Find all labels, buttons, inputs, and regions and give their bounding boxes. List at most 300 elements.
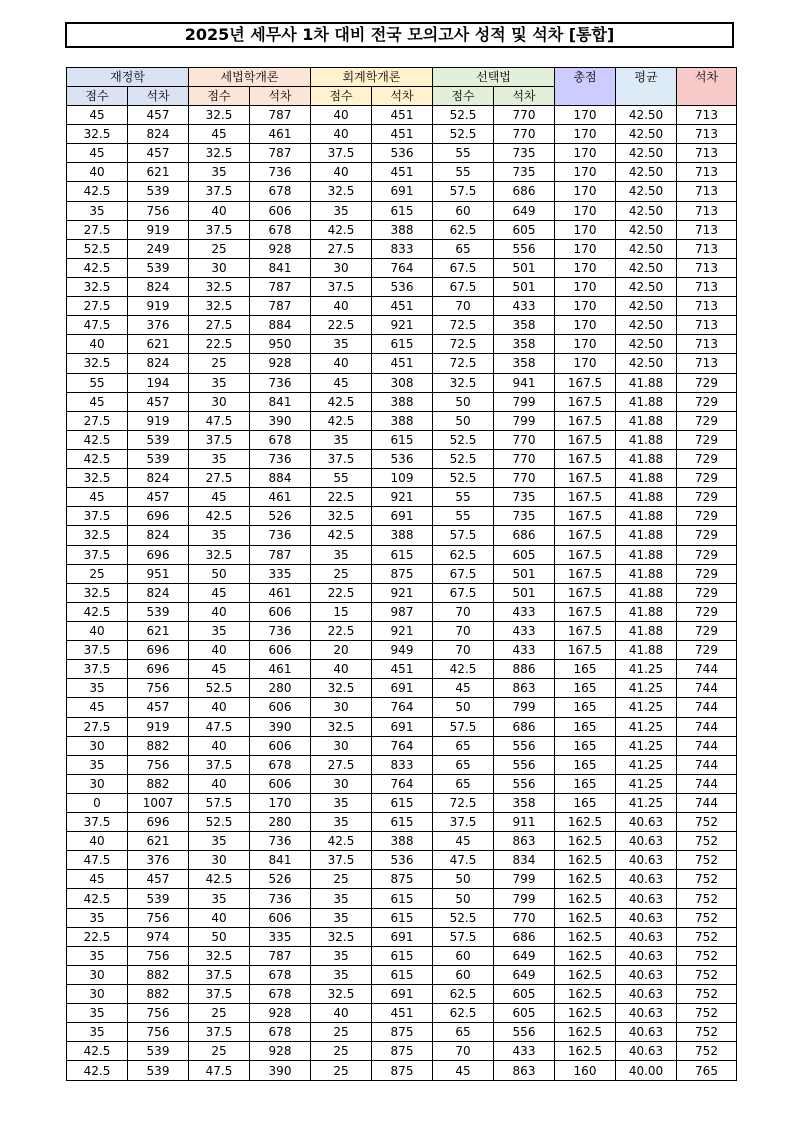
cell-public-finance-rank: 824 [128, 526, 189, 545]
cell-tax-law-score: 37.5 [189, 182, 250, 201]
cell-tax-law-rank: 280 [250, 679, 311, 698]
cell-tax-law-rank: 280 [250, 813, 311, 832]
cell-elective-rank: 649 [494, 965, 555, 984]
cell-tax-law-score: 35 [189, 832, 250, 851]
cell-tax-law-rank: 787 [250, 106, 311, 125]
cell-average-score: 41.88 [616, 430, 677, 449]
cell-tax-law-rank: 526 [250, 507, 311, 526]
cell-tax-law-rank: 950 [250, 335, 311, 354]
cell-public-finance-rank: 457 [128, 870, 189, 889]
cell-elective-score: 47.5 [433, 851, 494, 870]
cell-public-finance-score: 42.5 [67, 602, 128, 621]
cell-accounting-rank: 388 [372, 832, 433, 851]
cell-overall-rank: 744 [677, 793, 737, 812]
header-subject-public-finance: 재정학 [67, 68, 189, 87]
table-row [67, 717, 737, 736]
cell-tax-law-rank: 928 [250, 1004, 311, 1023]
cell-overall-rank: 713 [677, 316, 737, 335]
cell-accounting-rank: 615 [372, 889, 433, 908]
cell-overall-rank: 729 [677, 641, 737, 660]
cell-accounting-score: 35 [311, 813, 372, 832]
cell-public-finance-score: 35 [67, 908, 128, 927]
cell-average-score: 42.50 [616, 182, 677, 201]
table-row [67, 946, 737, 965]
cell-accounting-score: 40 [311, 106, 372, 125]
cell-accounting-rank: 308 [372, 373, 433, 392]
cell-accounting-rank: 451 [372, 125, 433, 144]
cell-accounting-rank: 615 [372, 201, 433, 220]
cell-average-score: 40.63 [616, 927, 677, 946]
cell-total-score: 167.5 [555, 641, 616, 660]
cell-total-score: 170 [555, 297, 616, 316]
cell-tax-law-rank: 678 [250, 965, 311, 984]
cell-elective-score: 62.5 [433, 545, 494, 564]
cell-overall-rank: 729 [677, 526, 737, 545]
cell-overall-rank: 713 [677, 258, 737, 277]
cell-accounting-score: 40 [311, 125, 372, 144]
cell-average-score: 42.50 [616, 354, 677, 373]
table-row [67, 545, 737, 564]
cell-tax-law-score: 47.5 [189, 1061, 250, 1080]
cell-accounting-rank: 451 [372, 297, 433, 316]
cell-total-score: 165 [555, 660, 616, 679]
cell-elective-score: 42.5 [433, 660, 494, 679]
cell-tax-law-score: 35 [189, 163, 250, 182]
cell-tax-law-score: 30 [189, 392, 250, 411]
cell-elective-score: 67.5 [433, 258, 494, 277]
cell-accounting-rank: 921 [372, 316, 433, 335]
cell-overall-rank: 729 [677, 602, 737, 621]
cell-tax-law-rank: 787 [250, 545, 311, 564]
cell-tax-law-score: 50 [189, 564, 250, 583]
cell-public-finance-rank: 457 [128, 392, 189, 411]
cell-tax-law-score: 35 [189, 373, 250, 392]
cell-average-score: 41.88 [616, 641, 677, 660]
cell-elective-score: 65 [433, 774, 494, 793]
cell-tax-law-score: 27.5 [189, 469, 250, 488]
cell-public-finance-score: 27.5 [67, 297, 128, 316]
cell-tax-law-score: 47.5 [189, 411, 250, 430]
cell-tax-law-score: 32.5 [189, 297, 250, 316]
cell-tax-law-rank: 736 [250, 526, 311, 545]
cell-public-finance-rank: 951 [128, 564, 189, 583]
cell-elective-rank: 501 [494, 583, 555, 602]
cell-accounting-score: 55 [311, 469, 372, 488]
cell-tax-law-rank: 461 [250, 488, 311, 507]
cell-accounting-score: 25 [311, 1042, 372, 1061]
cell-accounting-score: 37.5 [311, 851, 372, 870]
cell-public-finance-rank: 621 [128, 163, 189, 182]
cell-average-score: 40.63 [616, 965, 677, 984]
cell-accounting-score: 40 [311, 297, 372, 316]
cell-accounting-score: 32.5 [311, 717, 372, 736]
cell-average-score: 41.88 [616, 583, 677, 602]
cell-average-score: 41.88 [616, 602, 677, 621]
cell-public-finance-rank: 457 [128, 144, 189, 163]
cell-elective-rank: 501 [494, 564, 555, 583]
cell-total-score: 167.5 [555, 564, 616, 583]
cell-accounting-rank: 764 [372, 258, 433, 277]
cell-elective-rank: 433 [494, 602, 555, 621]
cell-public-finance-score: 35 [67, 946, 128, 965]
cell-public-finance-score: 47.5 [67, 851, 128, 870]
cell-accounting-score: 25 [311, 1061, 372, 1080]
cell-total-score: 167.5 [555, 469, 616, 488]
cell-overall-rank: 729 [677, 583, 737, 602]
cell-overall-rank: 713 [677, 297, 737, 316]
cell-elective-score: 52.5 [433, 125, 494, 144]
table-row [67, 507, 737, 526]
cell-accounting-rank: 388 [372, 392, 433, 411]
cell-elective-rank: 735 [494, 488, 555, 507]
cell-accounting-score: 35 [311, 946, 372, 965]
cell-tax-law-rank: 787 [250, 144, 311, 163]
cell-overall-rank: 744 [677, 660, 737, 679]
table-row [67, 965, 737, 984]
table-row [67, 430, 737, 449]
cell-tax-law-score: 35 [189, 889, 250, 908]
cell-tax-law-score: 37.5 [189, 1023, 250, 1042]
cell-accounting-rank: 833 [372, 755, 433, 774]
cell-total-score: 162.5 [555, 946, 616, 965]
cell-elective-score: 45 [433, 679, 494, 698]
cell-elective-rank: 605 [494, 545, 555, 564]
cell-tax-law-score: 52.5 [189, 813, 250, 832]
cell-public-finance-rank: 539 [128, 1042, 189, 1061]
cell-average-score: 41.88 [616, 449, 677, 468]
header-total: 총점 [555, 68, 616, 106]
cell-tax-law-rank: 928 [250, 239, 311, 258]
cell-tax-law-rank: 841 [250, 851, 311, 870]
cell-overall-rank: 729 [677, 411, 737, 430]
cell-public-finance-rank: 919 [128, 717, 189, 736]
cell-accounting-rank: 388 [372, 220, 433, 239]
cell-public-finance-score: 55 [67, 373, 128, 392]
cell-average-score: 40.63 [616, 813, 677, 832]
cell-overall-rank: 765 [677, 1061, 737, 1080]
cell-overall-rank: 744 [677, 679, 737, 698]
cell-elective-rank: 358 [494, 316, 555, 335]
cell-average-score: 41.25 [616, 679, 677, 698]
cell-public-finance-rank: 824 [128, 125, 189, 144]
table-row [67, 335, 737, 354]
cell-accounting-rank: 536 [372, 851, 433, 870]
cell-tax-law-rank: 678 [250, 1023, 311, 1042]
cell-accounting-rank: 451 [372, 106, 433, 125]
cell-tax-law-score: 32.5 [189, 144, 250, 163]
cell-elective-rank: 834 [494, 851, 555, 870]
cell-public-finance-score: 25 [67, 564, 128, 583]
cell-total-score: 170 [555, 316, 616, 335]
table-row [67, 908, 737, 927]
cell-tax-law-score: 37.5 [189, 965, 250, 984]
table-row [67, 469, 737, 488]
cell-overall-rank: 713 [677, 335, 737, 354]
cell-elective-score: 62.5 [433, 220, 494, 239]
cell-accounting-score: 35 [311, 889, 372, 908]
cell-overall-rank: 752 [677, 946, 737, 965]
cell-tax-law-score: 40 [189, 698, 250, 717]
cell-accounting-score: 32.5 [311, 679, 372, 698]
cell-public-finance-score: 45 [67, 392, 128, 411]
table-row [67, 564, 737, 583]
cell-overall-rank: 713 [677, 220, 737, 239]
header-subject-rank: 석차 [128, 87, 189, 106]
cell-public-finance-score: 32.5 [67, 277, 128, 296]
cell-average-score: 41.25 [616, 736, 677, 755]
header-rank: 석차 [677, 68, 737, 106]
table-row [67, 851, 737, 870]
cell-elective-rank: 556 [494, 774, 555, 793]
cell-elective-score: 55 [433, 507, 494, 526]
cell-accounting-rank: 875 [372, 564, 433, 583]
cell-elective-rank: 501 [494, 277, 555, 296]
cell-accounting-score: 35 [311, 908, 372, 927]
cell-overall-rank: 752 [677, 965, 737, 984]
cell-average-score: 42.50 [616, 277, 677, 296]
cell-accounting-score: 32.5 [311, 507, 372, 526]
cell-overall-rank: 713 [677, 354, 737, 373]
cell-elective-score: 57.5 [433, 927, 494, 946]
cell-accounting-rank: 875 [372, 1061, 433, 1080]
table-row [67, 813, 737, 832]
cell-average-score: 41.88 [616, 507, 677, 526]
cell-elective-rank: 863 [494, 679, 555, 698]
cell-elective-rank: 770 [494, 125, 555, 144]
cell-total-score: 162.5 [555, 870, 616, 889]
cell-accounting-score: 42.5 [311, 832, 372, 851]
cell-tax-law-score: 37.5 [189, 430, 250, 449]
cell-accounting-score: 15 [311, 602, 372, 621]
cell-accounting-rank: 615 [372, 965, 433, 984]
cell-elective-score: 70 [433, 1042, 494, 1061]
cell-tax-law-rank: 606 [250, 641, 311, 660]
cell-overall-rank: 752 [677, 1023, 737, 1042]
cell-total-score: 162.5 [555, 1023, 616, 1042]
table-row [67, 220, 737, 239]
cell-tax-law-rank: 678 [250, 985, 311, 1004]
cell-elective-rank: 358 [494, 335, 555, 354]
cell-elective-rank: 433 [494, 641, 555, 660]
cell-public-finance-rank: 621 [128, 832, 189, 851]
cell-public-finance-score: 42.5 [67, 182, 128, 201]
cell-accounting-score: 37.5 [311, 277, 372, 296]
cell-public-finance-rank: 756 [128, 908, 189, 927]
cell-total-score: 170 [555, 182, 616, 201]
cell-tax-law-rank: 787 [250, 297, 311, 316]
cell-accounting-score: 37.5 [311, 144, 372, 163]
cell-total-score: 170 [555, 220, 616, 239]
cell-accounting-score: 35 [311, 430, 372, 449]
cell-accounting-rank: 388 [372, 526, 433, 545]
cell-elective-score: 50 [433, 411, 494, 430]
cell-overall-rank: 744 [677, 736, 737, 755]
cell-tax-law-rank: 678 [250, 430, 311, 449]
cell-accounting-score: 42.5 [311, 411, 372, 430]
cell-average-score: 40.63 [616, 889, 677, 908]
cell-elective-rank: 911 [494, 813, 555, 832]
cell-public-finance-rank: 539 [128, 258, 189, 277]
cell-public-finance-rank: 539 [128, 1061, 189, 1080]
cell-elective-score: 72.5 [433, 335, 494, 354]
score-table [66, 67, 737, 1081]
cell-average-score: 42.50 [616, 201, 677, 220]
cell-public-finance-score: 40 [67, 832, 128, 851]
table-row [67, 449, 737, 468]
cell-elective-rank: 941 [494, 373, 555, 392]
cell-elective-score: 70 [433, 602, 494, 621]
cell-accounting-score: 42.5 [311, 220, 372, 239]
cell-tax-law-score: 57.5 [189, 793, 250, 812]
cell-average-score: 40.63 [616, 832, 677, 851]
cell-average-score: 41.88 [616, 488, 677, 507]
table-row [67, 125, 737, 144]
cell-public-finance-score: 30 [67, 736, 128, 755]
cell-accounting-score: 25 [311, 1023, 372, 1042]
cell-tax-law-rank: 606 [250, 908, 311, 927]
cell-accounting-rank: 388 [372, 411, 433, 430]
cell-public-finance-rank: 824 [128, 277, 189, 296]
cell-tax-law-score: 37.5 [189, 985, 250, 1004]
cell-average-score: 42.50 [616, 106, 677, 125]
cell-tax-law-score: 45 [189, 488, 250, 507]
cell-public-finance-score: 32.5 [67, 526, 128, 545]
cell-tax-law-rank: 461 [250, 660, 311, 679]
cell-elective-score: 52.5 [433, 106, 494, 125]
cell-elective-score: 45 [433, 832, 494, 851]
cell-accounting-rank: 615 [372, 946, 433, 965]
cell-total-score: 167.5 [555, 449, 616, 468]
cell-tax-law-score: 25 [189, 239, 250, 258]
cell-accounting-rank: 615 [372, 813, 433, 832]
cell-accounting-rank: 833 [372, 239, 433, 258]
cell-public-finance-score: 52.5 [67, 239, 128, 258]
cell-tax-law-score: 37.5 [189, 220, 250, 239]
cell-tax-law-rank: 787 [250, 277, 311, 296]
cell-accounting-rank: 615 [372, 908, 433, 927]
cell-elective-rank: 649 [494, 201, 555, 220]
cell-total-score: 167.5 [555, 392, 616, 411]
cell-public-finance-score: 27.5 [67, 220, 128, 239]
cell-accounting-score: 35 [311, 965, 372, 984]
cell-total-score: 162.5 [555, 851, 616, 870]
cell-accounting-rank: 615 [372, 335, 433, 354]
cell-tax-law-score: 25 [189, 354, 250, 373]
cell-public-finance-rank: 756 [128, 679, 189, 698]
cell-average-score: 40.63 [616, 946, 677, 965]
cell-overall-rank: 752 [677, 1042, 737, 1061]
cell-elective-rank: 735 [494, 507, 555, 526]
cell-public-finance-rank: 194 [128, 373, 189, 392]
cell-average-score: 42.50 [616, 335, 677, 354]
cell-public-finance-score: 27.5 [67, 411, 128, 430]
cell-elective-score: 62.5 [433, 1004, 494, 1023]
table-row [67, 258, 737, 277]
table-row [67, 354, 737, 373]
table-row [67, 1042, 737, 1061]
cell-average-score: 41.88 [616, 564, 677, 583]
cell-total-score: 162.5 [555, 832, 616, 851]
cell-public-finance-rank: 696 [128, 813, 189, 832]
cell-total-score: 167.5 [555, 430, 616, 449]
cell-accounting-score: 40 [311, 660, 372, 679]
cell-accounting-score: 30 [311, 698, 372, 717]
cell-tax-law-score: 22.5 [189, 335, 250, 354]
table-row [67, 297, 737, 316]
cell-elective-score: 65 [433, 1023, 494, 1042]
cell-accounting-rank: 875 [372, 870, 433, 889]
cell-total-score: 167.5 [555, 373, 616, 392]
cell-tax-law-rank: 390 [250, 717, 311, 736]
table-row [67, 392, 737, 411]
cell-elective-rank: 556 [494, 755, 555, 774]
cell-elective-score: 55 [433, 488, 494, 507]
cell-public-finance-score: 22.5 [67, 927, 128, 946]
cell-elective-rank: 433 [494, 621, 555, 640]
cell-average-score: 42.50 [616, 239, 677, 258]
table-row [67, 660, 737, 679]
cell-elective-rank: 649 [494, 946, 555, 965]
cell-tax-law-score: 25 [189, 1004, 250, 1023]
table-row [67, 106, 737, 125]
cell-average-score: 41.88 [616, 621, 677, 640]
cell-accounting-rank: 875 [372, 1023, 433, 1042]
header-subject-rank: 석차 [250, 87, 311, 106]
cell-average-score: 40.63 [616, 985, 677, 1004]
cell-tax-law-rank: 841 [250, 258, 311, 277]
cell-elective-rank: 605 [494, 1004, 555, 1023]
cell-tax-law-score: 32.5 [189, 106, 250, 125]
cell-elective-score: 52.5 [433, 430, 494, 449]
cell-tax-law-rank: 526 [250, 870, 311, 889]
cell-public-finance-rank: 756 [128, 1004, 189, 1023]
cell-elective-rank: 799 [494, 889, 555, 908]
cell-overall-rank: 752 [677, 985, 737, 1004]
table-row [67, 1004, 737, 1023]
cell-overall-rank: 729 [677, 373, 737, 392]
cell-tax-law-score: 47.5 [189, 717, 250, 736]
table-row [67, 526, 737, 545]
cell-tax-law-score: 32.5 [189, 277, 250, 296]
cell-accounting-score: 32.5 [311, 985, 372, 1004]
cell-accounting-rank: 615 [372, 793, 433, 812]
cell-public-finance-score: 47.5 [67, 316, 128, 335]
cell-public-finance-score: 35 [67, 1004, 128, 1023]
cell-elective-score: 65 [433, 736, 494, 755]
cell-average-score: 40.63 [616, 1042, 677, 1061]
cell-public-finance-rank: 974 [128, 927, 189, 946]
cell-elective-rank: 556 [494, 736, 555, 755]
cell-elective-score: 72.5 [433, 316, 494, 335]
cell-accounting-score: 22.5 [311, 316, 372, 335]
cell-accounting-score: 40 [311, 163, 372, 182]
cell-public-finance-score: 37.5 [67, 641, 128, 660]
header-average: 평균 [616, 68, 677, 106]
cell-tax-law-rank: 884 [250, 316, 311, 335]
cell-elective-rank: 686 [494, 526, 555, 545]
cell-tax-law-rank: 606 [250, 201, 311, 220]
cell-elective-score: 50 [433, 889, 494, 908]
cell-tax-law-rank: 390 [250, 1061, 311, 1080]
cell-tax-law-rank: 736 [250, 832, 311, 851]
cell-average-score: 41.88 [616, 392, 677, 411]
cell-public-finance-score: 35 [67, 755, 128, 774]
cell-overall-rank: 713 [677, 144, 737, 163]
cell-public-finance-rank: 1007 [128, 793, 189, 812]
cell-public-finance-score: 42.5 [67, 430, 128, 449]
cell-total-score: 162.5 [555, 1042, 616, 1061]
cell-overall-rank: 752 [677, 1004, 737, 1023]
